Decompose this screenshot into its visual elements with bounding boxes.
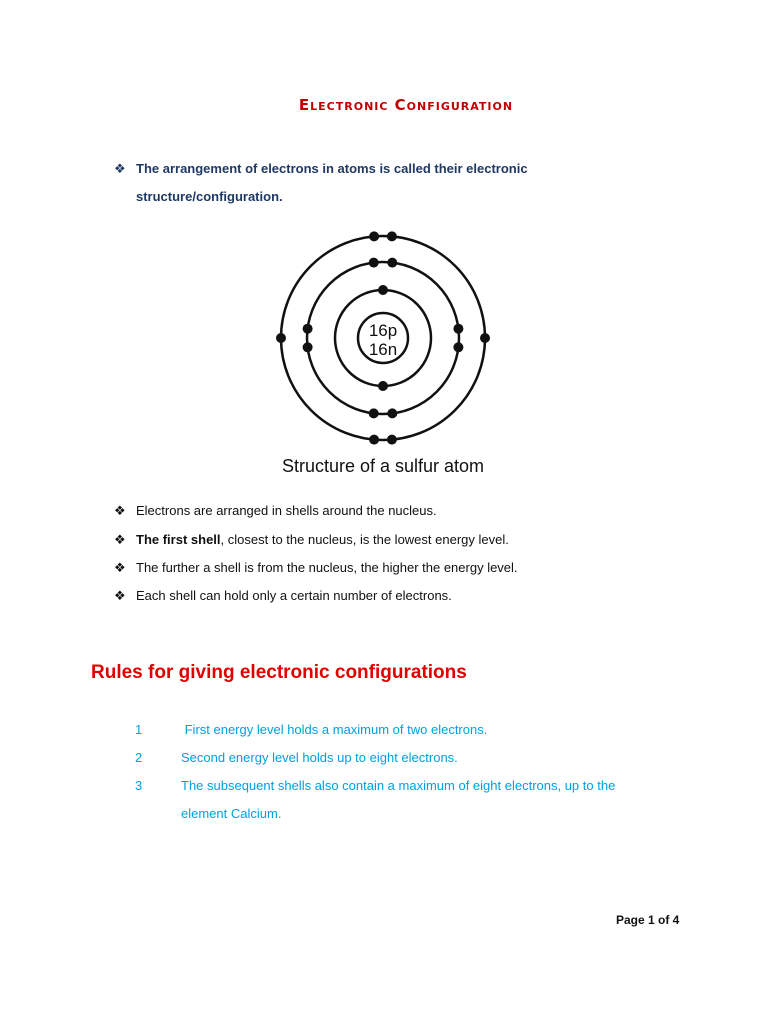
electron-dot xyxy=(369,258,379,268)
electron-dot xyxy=(480,333,490,343)
rule-number: 1 xyxy=(135,722,143,737)
bullet-text: The further a shell is from the nucleus, the higher the energy level. xyxy=(136,560,518,575)
sulfur-atom-figure xyxy=(258,228,508,488)
electron-dot xyxy=(276,333,286,343)
diamond-bullet-icon: ❖ xyxy=(114,588,126,603)
page-number: Page 1 of 4 xyxy=(616,913,680,927)
bullet-text: Each shell can hold only a certain number of electrons. xyxy=(136,588,452,603)
rule-text: The subsequent shells also contain a maximum of eight electrons, up to the element Calcium. xyxy=(181,778,616,821)
figure-caption: Structure of a sulfur atom xyxy=(281,456,485,476)
atom-diagram xyxy=(258,228,508,458)
rule-text: First energy level holds a maximum of two electrons. xyxy=(181,722,488,737)
electron-dot xyxy=(387,408,397,418)
diamond-bullet-icon: ❖ xyxy=(114,532,126,547)
electron-dot xyxy=(369,408,379,418)
bullet-bold-text: The first shell xyxy=(136,532,221,547)
page-title: Electronic Configuration xyxy=(298,96,514,114)
electron-dot xyxy=(387,231,397,241)
electron-dot xyxy=(303,342,313,352)
nucleus-neutrons-label: 16n xyxy=(368,340,398,359)
rule-number: 2 xyxy=(135,750,143,765)
bullet-text: Electrons are arranged in shells around the nucleus. xyxy=(136,503,437,518)
intro-text: The arrangement of electrons in atoms is called their electronic structure/configuration. xyxy=(136,161,528,204)
diamond-bullet-icon: ❖ xyxy=(114,161,126,176)
rule-text: Second energy level holds up to eight electrons. xyxy=(181,750,458,765)
electron-dot xyxy=(387,435,397,445)
rules-heading: Rules for giving electronic configurations xyxy=(91,662,467,683)
bullet-text: , closest to the nucleus, is the lowest energy level. xyxy=(220,532,509,547)
electron-dot xyxy=(378,381,388,391)
electron-dot xyxy=(369,435,379,445)
electron-dot xyxy=(387,258,397,268)
electron-dot xyxy=(369,231,379,241)
nucleus-protons-label: 16p xyxy=(368,321,398,340)
electron-dot xyxy=(303,324,313,334)
diamond-bullet-icon: ❖ xyxy=(114,560,126,575)
rule-number: 3 xyxy=(135,778,143,793)
electron-dot xyxy=(453,324,463,334)
electron-dot xyxy=(378,285,388,295)
electron-dot xyxy=(453,342,463,352)
diamond-bullet-icon: ❖ xyxy=(114,503,126,518)
